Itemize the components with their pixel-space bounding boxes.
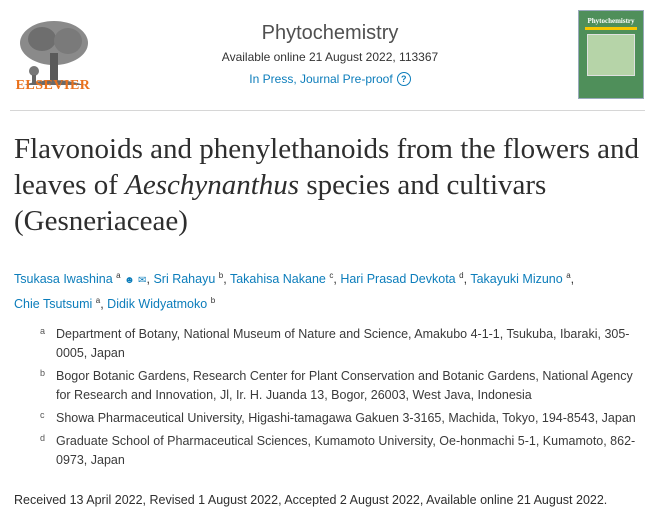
affiliation-text: Graduate School of Pharmaceutical Sciences, Kumamoto University, Oe-honmachi 5-1, Kumamoto, 862-0973, Japan — [56, 434, 636, 467]
affiliation-item — [40, 432, 640, 470]
affiliation-text: Showa Pharmaceutical University, Higashi-tamagawa Gakuen 3-3165, Machida, Tokyo, 194-8543, Japan — [56, 411, 636, 425]
title-part-1: Flavonoids and phenylethanoids from the flowers and leaves of — [14, 133, 639, 201]
affiliation-item — [40, 325, 640, 363]
author-list: Tsukasa Iwashina $^a$ ☻ ✉, Sri Rahayu $^b$, Takahisa Nakane $^c$, Hari Prasad Devkota $^d$, Takayuki Mizuno $^a$, Chie Tsutsumi $^a$, Didik Widyatmoko $^b$ — [14, 271, 575, 312]
author-link[interactable]: Takayuki Mizuno $^a$ — [470, 271, 571, 287]
journal-info — [170, 20, 490, 88]
article-status[interactable] — [249, 72, 410, 86]
title-part-2: species and cultivars (Gesneriaceae) — [14, 169, 547, 237]
author-link[interactable]: Tsukasa Iwashina $^a$ ☻ ✉ — [14, 271, 147, 287]
cover-title: Phytochemistry — [587, 17, 635, 25]
header-divider — [10, 110, 645, 111]
affiliation-text: Department of Botany, National Museum of Nature and Science, Amakubo 4-1-1, Tsukuba, Ibaraki, 305-0005, Japan — [56, 327, 630, 360]
journal-title-link[interactable]: Phytochemistry — [261, 22, 399, 44]
elsevier-wordmark[interactable]: ELSEVIER — [15, 78, 91, 93]
affiliation-letter: b — [40, 368, 46, 378]
cover-illustration — [587, 34, 635, 76]
affiliations — [40, 325, 640, 474]
author-link[interactable]: Didik Widyatmoko $^b$ — [107, 296, 216, 312]
author-link[interactable]: Takahisa Nakane $^c$ — [229, 271, 334, 287]
person-icon[interactable]: ☻ — [124, 275, 135, 287]
affiliation-letter: c — [40, 410, 45, 420]
status-label: In Press, Journal Pre-proof — [249, 72, 393, 86]
title-genus: Aeschynanthus — [125, 169, 300, 201]
email-icon[interactable]: ✉ — [138, 275, 147, 287]
author-link[interactable]: Sri Rahayu $^b$ — [153, 271, 224, 287]
affiliation-text: Bogor Botanic Gardens, Research Center for Plant Conservation and Botanic Gardens, National Agency for Research and Innovation, Jl, Ir. H. Juanda 13, Bogor, 26003, West Java, Indonesia — [56, 369, 633, 402]
author-link[interactable]: Hari Prasad Devkota $^d$ — [340, 271, 464, 287]
availability-text: Available online 21 August 2022, 113367 — [221, 50, 439, 64]
journal-cover-image[interactable] — [578, 10, 644, 99]
affiliation-letter: a — [40, 326, 46, 336]
affiliation-item — [40, 409, 640, 428]
article-header — [0, 0, 655, 108]
article-history: Received 13 April 2022, Revised 1 August 2022, Accepted 2 August 2022, Available online 21 August 2022. — [14, 493, 608, 507]
article-title — [14, 131, 644, 239]
affiliation-item — [40, 367, 640, 405]
affiliation-letter: d — [40, 433, 46, 443]
cover-stripe — [585, 27, 637, 30]
help-icon[interactable]: ? — [397, 72, 411, 86]
author-link[interactable]: Chie Tsutsumi $^a$ — [14, 296, 101, 312]
